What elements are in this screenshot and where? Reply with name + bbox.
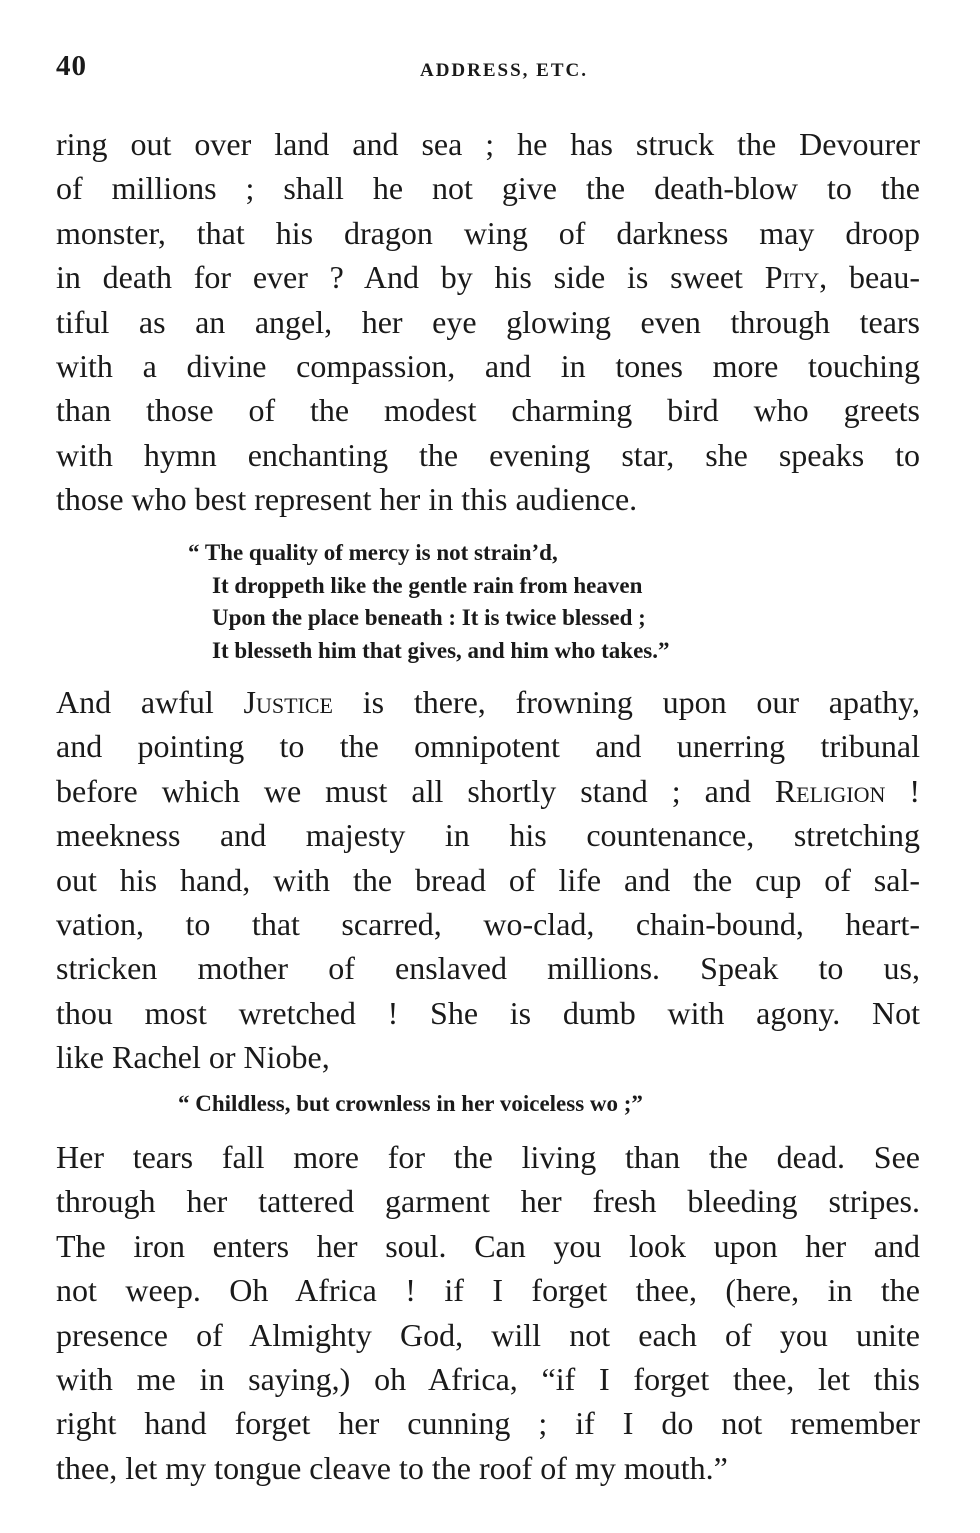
- text-line: with a divine compassion, and in tones more touching: [56, 348, 920, 385]
- text-line: meekness and majesty in his countenance, stretching: [56, 817, 920, 854]
- text-segment: in death for ever ? And by his side is sweet: [56, 259, 765, 296]
- text-line: right hand forget her cunning ; if I do not remember: [56, 1405, 920, 1442]
- verse-line: It blesseth him that gives, and him who takes.”: [212, 637, 670, 663]
- single-line-quotation: [178, 1088, 643, 1121]
- text-segment: is there, frowning upon our apathy,: [332, 684, 921, 720]
- text-line: of millions ; shall he not give the death-blow to the: [56, 170, 920, 207]
- text-segment: !: [885, 772, 921, 809]
- text-line: like Rachel or Niobe,: [56, 1039, 330, 1076]
- personification-pity: Pity: [764, 259, 820, 296]
- text-line: vation, to that scarred, wo-clad, chain-bound, heart-: [56, 906, 920, 943]
- verse-line: “ The quality of mercy is not strain’d,: [188, 540, 558, 565]
- text-line: out his hand, with the bread of life and the cup of sal-: [56, 861, 920, 898]
- text-segment: before which we must all shortly stand ; and: [56, 772, 775, 809]
- personification-justice: Justice: [243, 684, 333, 720]
- text-line: [56, 680, 920, 724]
- text-line: Her tears fall more for the living than the dead. See: [56, 1139, 920, 1175]
- text-line: thee, let my tongue cleave to the roof of my mouth.”: [56, 1449, 728, 1486]
- verse-line: It droppeth like the gentle rain from heaven: [212, 572, 643, 598]
- text-line: than those of the modest charming bird who greets: [56, 392, 920, 429]
- text-line: and pointing to the omnipotent and unerring tribunal: [56, 728, 920, 765]
- personification-religion: Religion: [774, 772, 886, 809]
- text-line: not weep. Oh Africa ! if I forget thee, (here, in the: [56, 1272, 920, 1309]
- text-line: through her tattered garment her fresh bleeding stripes.: [56, 1183, 920, 1220]
- paragraph-2: [56, 680, 920, 1080]
- text-line: those who best represent her in this audience.: [56, 481, 638, 518]
- text-line: with hymn enchanting the evening star, she speaks to: [56, 436, 920, 473]
- text-line: presence of Almighty God, will not each of you unite: [56, 1316, 920, 1353]
- text-line: ring out over land and sea ; he has struck the Devourer: [56, 126, 920, 162]
- text-line: thou most wretched ! She is dumb with agony. Not: [56, 994, 920, 1031]
- verse-line: Upon the place beneath : It is twice blessed ;: [212, 605, 646, 630]
- paragraph-1: [56, 122, 920, 522]
- running-head: [56, 50, 922, 90]
- text-line: tiful as an angel, her eye glowing even through tears: [56, 303, 920, 340]
- verse-line: “ Childless, but crownless in her voiceless wo ;”: [178, 1091, 643, 1116]
- text-line: [56, 255, 920, 299]
- verse-quotation: [188, 537, 670, 667]
- text-line: monster, that his dragon wing of darkness may droop: [56, 214, 920, 251]
- text-line: [56, 769, 920, 813]
- running-title: ADDRESS, ETC.: [419, 60, 588, 81]
- page-number: 40: [56, 50, 87, 82]
- text-line: stricken mother of enslaved millions. Speak to us,: [56, 950, 920, 987]
- text-line: The iron enters her soul. Can you look upon her and: [56, 1227, 920, 1264]
- text-segment: And awful: [56, 684, 244, 720]
- text-line: with me in saying,) oh Africa, “if I forget thee, let this: [56, 1361, 920, 1398]
- paragraph-3: [56, 1135, 920, 1490]
- text-segment: , beau-: [819, 259, 921, 296]
